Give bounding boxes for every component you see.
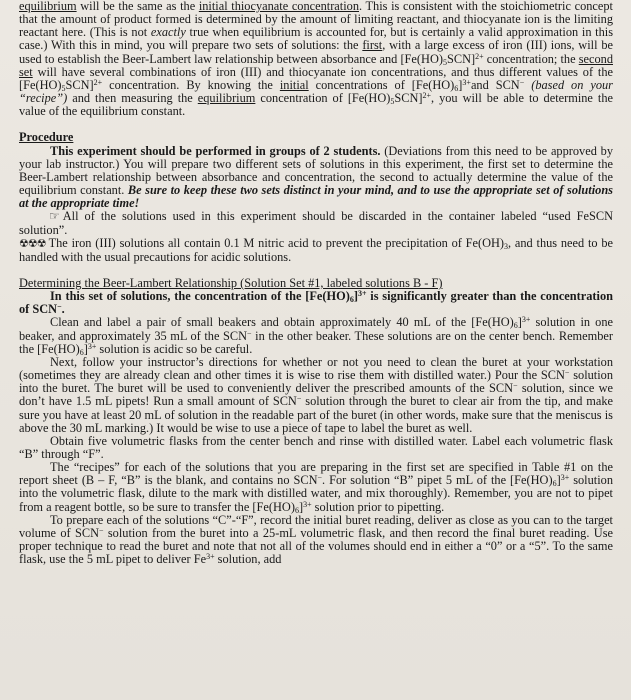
procedure-paragraph-1: This experiment should be performed in groups of 2 students. (Deviations from this need to be approved by your lab instructor.) You will prepare two different sets of solutions in this experiment, the first set to determine the Beer-Lambert relationship between absorbance and concentration, the second to actually determine the value of the equilibrium constant. Be sure to keep these two sets distinct in your mind, and to use the appropriate set of solutions at the appropriate time!: [19, 143, 613, 211]
intro-equilibrium: equilibrium: [19, 0, 77, 13]
procedure-paragraph-2: ☞ All of the solutions used in this experiment should be discarded in the container labeled “used FeSCN solution”.: [19, 209, 613, 237]
beer-lambert-paragraph-4: The “recipes” for each of the solutions that you are preparing in the first set are specified in Table #1 on the report sheet (B – F, “B” is the blank, and contains no SCN−. For solution “B” pipet 5 mL of the $[Fe(HO)_6]^{3+}$ solution into the volumetric flask, dilute to the mark with distilled water, and mix thoroughly). Remember, you are not to pipet from a reagent bottle, so be sure to transfer the $[Fe(HO)_6]^{3+}$ solution prior to pipetting.: [19, 460, 613, 515]
beer-lambert-heading: Determining the Beer-Lambert Relationship (Solution Set #1, labeled solutions B - F): [19, 275, 443, 290]
pointing-hand-icon: ☞: [49, 209, 60, 224]
beer-lambert-paragraph-3: Obtain five volumetric flasks from the center bench and rinse with distilled water. Label each volumetric flask “B” through “F”.: [19, 433, 613, 461]
intro-paragraph: equilibrium will be the same as the initial thiocyanate concentration. This is consistent with the stoichiometric concept that the amount of product formed is determined by the amount of limiting reactant, and thiocyanate ion is the limiting reactant here. (This is not exactly true when equilibrium is accounted for, but is certainly a valid approximation in this case.) With this in mind, you will prepare two sets of solutions: the first, with a large excess of iron (III) ions, will be used to establish the Beer-Lambert law relationship between absorbance and $[Fe(HO)_5SCN]^{2+}$ concentration; the second set will have several combinations of iron (III) and thiocyanate ion concentrations, and thus different values of the $[Fe(HO)_5SCN]^{2+}$ concentration. By knowing the initial concentrations of $[Fe(HO)_6]^{3+}and$ SCN− (based on your “recipe”) and then measuring the equilibrium concentration of $[Fe(HO)_5SCN]^{2+}$, you will be able to determine the value of the equilibrium constant.: [19, 0, 614, 119]
beer-lambert-paragraph-1: Clean and label a pair of small beakers and obtain approximately 40 mL of the $[Fe(HO)_6]^{3+}$ solution in one beaker, and approximately 35 mL of the SCN− in the other beaker. These solutions are on the center bench. Remember the $[Fe(HO)_6]^{3+}$ solution is acidic so be careful.: [19, 315, 614, 357]
hazard-warning-icon: ☢☢☢: [19, 237, 46, 250]
beer-lambert-intro: In this set of solutions, the concentration of the $[Fe(HO)_6]^{3+}$ is significantly greater than the concentration of SCN−.: [19, 289, 613, 317]
procedure-heading: Procedure: [19, 130, 74, 145]
beer-lambert-paragraph-2: Next, follow your instructor’s directions for whether or not you need to clean the buret at your workstation (sometimes they are already clean and other times it is wise to rise them with distilled water.) Pour the SCN− solution into the buret. The buret will be used to conveniently deliver the prescribed amounts of the SCN− solution, since we don’t have 1.5 mL pipets! Run a small amount of SCN− solution through the buret to clear air from the tip, and make sure you have at least 20 mL of solution in the readable part of the buret (in other words, make sure that the meniscus is above the 30 mL marking.) It would be wise to use a piece of tape to label the buret as well.: [19, 354, 614, 435]
procedure-paragraph-3: ☢☢☢ The iron (III) solutions all contain 0.1 M nitric acid to prevent the precipitation of $Fe(OH)_3$, and thus need to be handled with the usual precautions for acidic solutions.: [19, 235, 613, 264]
beer-lambert-paragraph-5: To prepare each of the solutions “C”-“F”, record the initial buret reading, deliver as close as you can to the target volume of SCN− solution from the buret into a 25-mL volumetric flask, and then record the final buret reading. Use proper technique to read the buret and note that not all of the volumes should end in either a “0” or a “5”. To the same flask, use the 5 mL pipet to deliver $Fe^{3+}$ solution, add: [19, 512, 613, 567]
